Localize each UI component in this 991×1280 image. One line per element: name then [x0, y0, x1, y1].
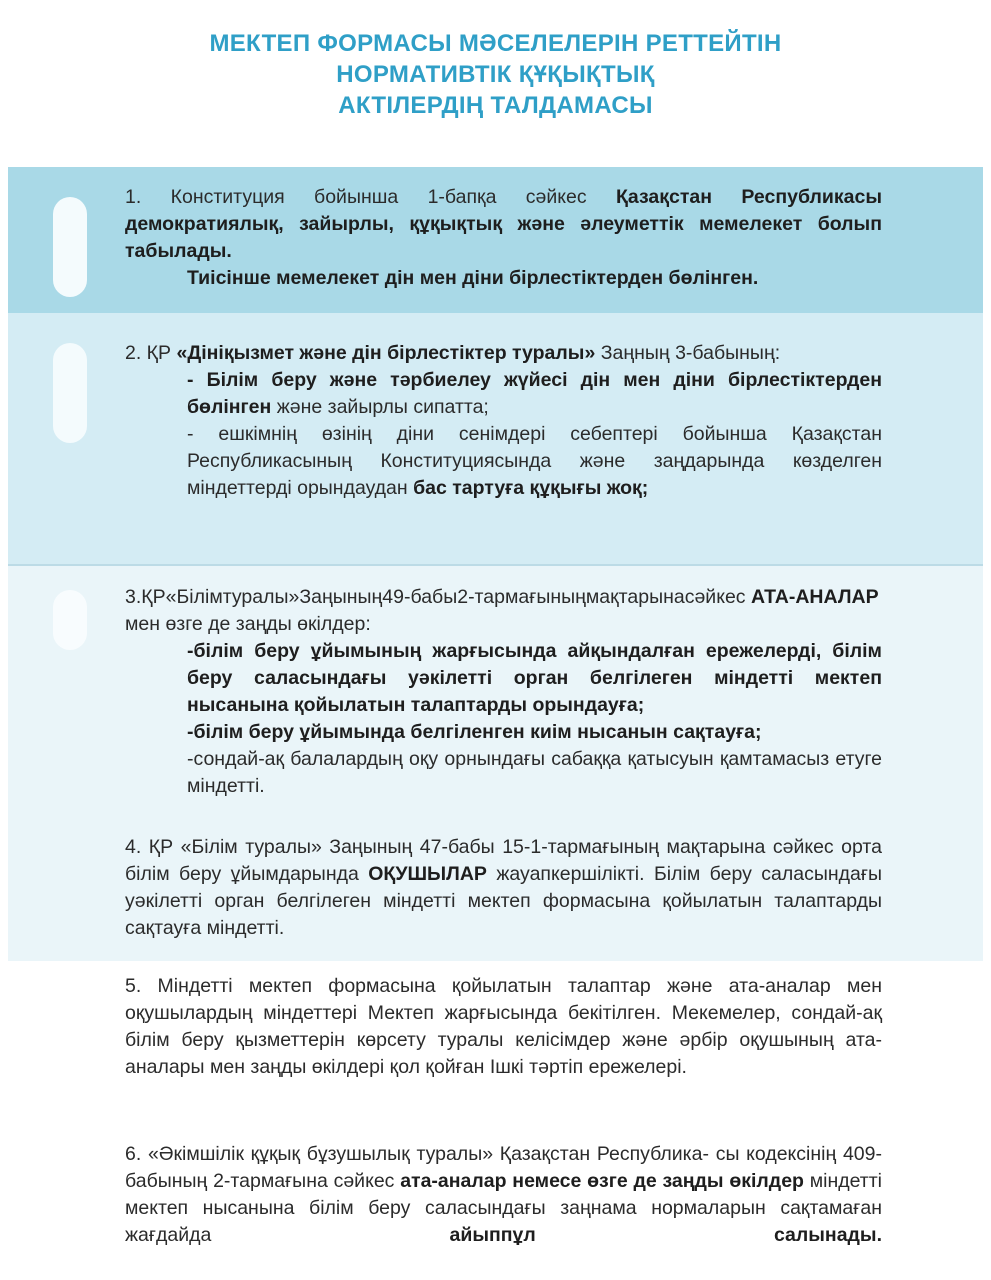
paragraph-6	[125, 1141, 882, 1249]
para2-point-2: - ешкімнің өзінің діни сенімдері себептері бойынша Қазақстан Республикасының Конституциясында және заңдарында көзделген міндеттерді орындаудан	[187, 423, 882, 499]
para3-duty-1: -білім беру ұйымының жарғысында айқындалған ережелерді, білім беру саласындағы уәкілетті орган белгілеген міндетті мектеп нысанына қойылатын талаптарды орындауға;	[187, 640, 882, 716]
para6-intro: 6. «Әкімшілік құқық бұзушылық туралы» Қазақстан Республика- сы кодексінің 409-бабының 2-тармағына сәйкес	[125, 1143, 882, 1192]
title-line-1: МЕКТЕП ФОРМАСЫ МӘСЕЛЕЛЕРІН РЕТТЕЙТІН	[209, 30, 782, 57]
para3-parents: АТА-АНАЛАР	[750, 586, 879, 608]
para4-rest: жауапкершілікті. Білім беру саласындағы уәкілетті орган белгілеген міндетті мектеп формасына қойылатын талаптарды сақтауға міндетті.	[125, 863, 882, 939]
para2-article: Заңның 3-бабының:	[595, 342, 781, 364]
para3-duty-2: -білім беру ұйымында белгіленген киім нысанын сақтауға;	[187, 721, 762, 743]
decorative-pill	[53, 590, 87, 650]
para3-intro: 3.ҚР«Білімтуралы»Заңының49-бабы2-тармағыныңмақтарынасәйкес	[125, 586, 751, 608]
decorative-pill	[53, 197, 87, 297]
para6-rest: міндетті мектеп нысанына білім беру саласындағы заңнама нормаларын сақтамаған жағдайда	[125, 1170, 883, 1246]
title-line-2: НОРМАТИВТІК ҚҰҚЫҚТЫҚ	[336, 61, 655, 88]
paragraph-3	[125, 584, 882, 800]
para2-intro: 2. ҚР	[125, 342, 177, 364]
para1-conclusion: Тиісінше мемелекет дін мен діни бірлестіктерден бөлінген.	[187, 267, 759, 289]
decorative-pill	[53, 343, 87, 443]
section-religion-law	[8, 313, 983, 566]
para5-text: 5. Міндетті мектеп формасына қойылатын талаптар және ата-аналар мен оқушылардың міндеттері Мектеп жарғысында бекітілген. Мекемелер, сондай-ақ білім беру қызметтерін көрсету туралы келісімдер және әрбір оқушының ата-аналары мен заңды өкілдері қол қойған Ішкі тәртіп ережелері.	[125, 975, 882, 1078]
para2-point-1-bold: - Білім беру және тәрбиелеу жүйесі дін мен діни бірлестіктерден бөлінген	[187, 369, 882, 418]
para2-law-name: «Дініқызмет және дін бірлестіктер туралы»	[176, 342, 596, 364]
paragraph-4	[125, 834, 882, 942]
para6-fine: айыппұл салынады.	[449, 1224, 882, 1246]
para1-bold: Қазақстан Республикасы демократиялық, зайырлы, құқықтық және әлеуметтік мемелекет болып табылады.	[125, 186, 882, 262]
para1-intro: 1. Конституция бойынша 1-бапқа сәйкес	[125, 186, 616, 208]
section-charter-and-code	[8, 961, 983, 1280]
para6-parents: ата-аналар немесе өзге де заңды өкілдер	[400, 1170, 804, 1192]
para4-intro: 4. ҚР «Білім туралы» Заңының 47-бабы 15-1-тармағының мақтарына сәйкес орта білім беру ұйымдарында	[125, 836, 882, 885]
para3-duty-3: -сондай-ақ балалардың оқу орнындағы сабаққа қатысуын қамтамасыз етуге міндетті.	[187, 748, 882, 797]
para2-point-2-bold: бас тартуға құқығы жоқ;	[413, 477, 649, 499]
para2-point-1-rest: және зайырлы сипатта;	[271, 396, 489, 418]
section-education-law	[8, 566, 983, 961]
section-constitution	[8, 165, 983, 313]
paragraph-2	[125, 340, 882, 502]
title-line-3: АКТІЛЕРДІҢ ТАЛДАМАСЫ	[338, 92, 653, 119]
paragraph-5	[125, 973, 882, 1081]
para3-others: мен өзге де заңды өкілдер:	[125, 613, 371, 635]
paragraph-1	[125, 184, 882, 292]
para4-students: ОҚУШЫЛАР	[368, 863, 487, 885]
document-title	[0, 28, 991, 121]
